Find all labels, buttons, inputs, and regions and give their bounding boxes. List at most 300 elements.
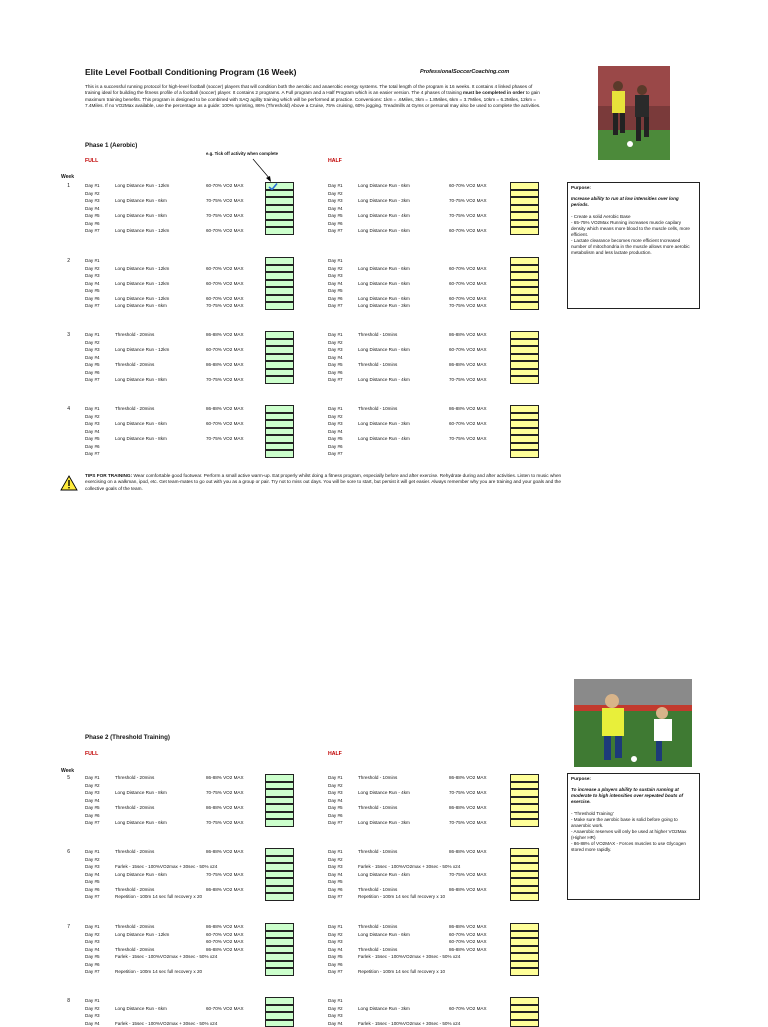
intensity: 60-70% VO2 MAX — [206, 420, 244, 428]
tick-note: e.g. Tick off activity when complete — [206, 151, 278, 156]
full-day-row — [85, 797, 325, 805]
day-label: Day #4 — [328, 946, 343, 954]
phase2-purpose-summary: To increase a players ability to sustain running at moderate to high intensities over repeated bouts of exercise. — [571, 787, 696, 805]
activity: Threshold - 20mins — [115, 405, 154, 413]
full-day-row — [85, 227, 325, 235]
phase2-half-label: HALF — [328, 751, 342, 757]
completion-checkbox[interactable] — [510, 774, 539, 782]
intensity: 70-75% VO2 MAX — [449, 376, 487, 384]
half-day-row — [328, 848, 568, 856]
intensity: 60-70% VO2 MAX — [449, 346, 487, 354]
completion-checkbox[interactable] — [510, 220, 539, 228]
completion-checkbox[interactable] — [510, 938, 539, 946]
completion-checkbox[interactable] — [265, 405, 294, 413]
intensity: 70-75% VO2 MAX — [206, 435, 244, 443]
completion-checkbox[interactable] — [265, 968, 294, 976]
day-label: Day #5 — [328, 435, 343, 443]
completion-checkbox[interactable] — [265, 961, 294, 969]
completion-checkbox[interactable] — [510, 428, 539, 436]
completion-checkbox[interactable] — [265, 931, 294, 939]
completion-checkbox[interactable] — [265, 265, 294, 273]
half-day-row — [328, 212, 568, 220]
day-label: Day #1 — [85, 774, 100, 782]
activity: Long Distance Run - 6km — [358, 227, 410, 235]
day-label: Day #4 — [328, 871, 343, 879]
half-day-row — [328, 443, 568, 451]
completion-checkbox[interactable] — [510, 931, 539, 939]
completion-checkbox[interactable] — [265, 893, 294, 901]
half-day-row — [328, 953, 568, 961]
completion-checkbox[interactable] — [510, 1005, 539, 1013]
intensity: 60-70% VO2 MAX — [449, 227, 487, 235]
day-label: Day #5 — [85, 804, 100, 812]
completion-checkbox[interactable] — [510, 1012, 539, 1020]
activity: Long Distance Run - 3km — [358, 1005, 410, 1013]
full-day-row — [85, 782, 325, 790]
week-number: 5 — [60, 775, 70, 781]
completion-checkbox[interactable] — [510, 227, 539, 235]
completion-checkbox[interactable] — [265, 413, 294, 421]
completion-checkbox[interactable] — [510, 923, 539, 931]
full-day-row — [85, 354, 325, 362]
half-day-row — [328, 369, 568, 377]
day-label: Day #2 — [85, 782, 100, 790]
completion-checkbox[interactable] — [265, 848, 294, 856]
completion-checkbox[interactable] — [510, 190, 539, 198]
phase1-purpose-summary: Increase ability to run at low intensities over long periods. — [571, 196, 696, 208]
half-day-row — [328, 946, 568, 954]
week-number: 8 — [60, 998, 70, 1004]
completion-checkbox[interactable] — [265, 812, 294, 820]
day-label: Day #3 — [328, 863, 343, 871]
completion-checkbox[interactable] — [265, 435, 294, 443]
completion-checkbox[interactable] — [510, 961, 539, 969]
completion-checkbox[interactable] — [265, 782, 294, 790]
full-day-row — [85, 280, 325, 288]
day-label: Day #7 — [328, 450, 343, 458]
activity: Threshold - 10mins — [358, 848, 397, 856]
day-label: Day #1 — [328, 405, 343, 413]
completion-checkbox[interactable] — [265, 354, 294, 362]
completion-checkbox[interactable] — [265, 819, 294, 827]
intensity: 86-88% VO2 MAX — [206, 331, 244, 339]
day-label: Day #3 — [328, 789, 343, 797]
player-photo-1 — [598, 66, 670, 160]
half-day-row — [328, 782, 568, 790]
intensity: 86-88% VO2 MAX — [449, 804, 487, 812]
completion-checkbox[interactable] — [265, 376, 294, 384]
activity: Long Distance Run - 12km — [115, 295, 169, 303]
intensity: 70-75% VO2 MAX — [449, 197, 487, 205]
completion-checkbox[interactable] — [510, 450, 539, 458]
day-label: Day #6 — [85, 295, 100, 303]
day-label: Day #2 — [328, 1005, 343, 1013]
intensity: 86-88% VO2 MAX — [449, 774, 487, 782]
completion-checkbox[interactable] — [510, 997, 539, 1005]
full-day-row — [85, 804, 325, 812]
intensity: 60-70% VO2 MAX — [206, 182, 244, 190]
completion-checkbox[interactable] — [510, 886, 539, 894]
activity: Long Distance Run - 4km — [358, 871, 410, 879]
full-day-row — [85, 774, 325, 782]
completion-checkbox[interactable] — [510, 863, 539, 871]
completion-checkbox[interactable] — [265, 863, 294, 871]
full-day-row — [85, 863, 325, 871]
day-label: Day #4 — [328, 797, 343, 805]
purpose-heading: Purpose: — [571, 185, 696, 191]
half-day-row — [328, 893, 568, 901]
completion-checkbox[interactable] — [510, 878, 539, 886]
half-day-row — [328, 205, 568, 213]
day-label: Day #1 — [85, 257, 100, 265]
activity: Threshold - 10mins — [358, 946, 397, 954]
completion-checkbox[interactable] — [265, 878, 294, 886]
completion-checkbox[interactable] — [265, 227, 294, 235]
phase2-full-label: FULL — [85, 751, 98, 757]
full-day-row — [85, 182, 325, 190]
half-day-row — [328, 339, 568, 347]
activity: Threshold - 10mins — [358, 361, 397, 369]
day-label: Day #4 — [85, 280, 100, 288]
activity: Long Distance Run - 4km — [358, 212, 410, 220]
activity: Threshold - 10mins — [358, 886, 397, 894]
half-day-row — [328, 804, 568, 812]
completion-checkbox[interactable] — [510, 812, 539, 820]
half-day-row — [328, 428, 568, 436]
day-label: Day #3 — [328, 938, 343, 946]
intensity: 60-70% VO2 MAX — [206, 346, 244, 354]
completion-checkbox[interactable] — [510, 354, 539, 362]
completion-checkbox[interactable] — [265, 953, 294, 961]
completion-checkbox[interactable] — [510, 265, 539, 273]
activity: Threshold - 20mins — [115, 774, 154, 782]
day-label: Day #6 — [85, 369, 100, 377]
day-label: Day #3 — [85, 420, 100, 428]
half-day-row — [328, 220, 568, 228]
completion-checkbox[interactable] — [265, 280, 294, 288]
completion-checkbox[interactable] — [510, 376, 539, 384]
completion-checkbox[interactable] — [265, 923, 294, 931]
completion-checkbox[interactable] — [510, 968, 539, 976]
completion-checkbox[interactable] — [265, 182, 294, 190]
day-label: Day #5 — [328, 953, 343, 961]
activity: Long Distance Run - 6km — [115, 420, 167, 428]
completion-checkbox[interactable] — [265, 331, 294, 339]
completion-checkbox[interactable] — [265, 886, 294, 894]
completion-checkbox[interactable] — [510, 797, 539, 805]
intensity: 86-88% VO2 MAX — [206, 848, 244, 856]
day-label: Day #6 — [85, 961, 100, 969]
completion-checkbox[interactable] — [510, 331, 539, 339]
completion-checkbox[interactable] — [265, 443, 294, 451]
completion-checkbox[interactable] — [265, 871, 294, 879]
half-day-row — [328, 331, 568, 339]
completion-checkbox[interactable] — [265, 946, 294, 954]
week-number: 2 — [60, 258, 70, 264]
activity: Threshold - 20mins — [115, 886, 154, 894]
completion-checkbox[interactable] — [265, 212, 294, 220]
completion-checkbox[interactable] — [510, 819, 539, 827]
half-day-row — [328, 968, 568, 976]
completion-checkbox[interactable] — [510, 369, 539, 377]
day-label: Day #7 — [328, 227, 343, 235]
half-day-row — [328, 450, 568, 458]
day-label: Day #2 — [85, 265, 100, 273]
intensity: 70-75% VO2 MAX — [206, 302, 244, 310]
day-label: Day #4 — [85, 428, 100, 436]
completion-checkbox[interactable] — [510, 804, 539, 812]
completion-checkbox[interactable] — [510, 946, 539, 954]
activity: Long Distance Run - 6km — [358, 295, 410, 303]
half-day-row — [328, 272, 568, 280]
completion-checkbox[interactable] — [265, 804, 294, 812]
intensity: 70-75% VO2 MAX — [206, 789, 244, 797]
intensity: 86-88% VO2 MAX — [206, 361, 244, 369]
completion-checkbox[interactable] — [510, 280, 539, 288]
half-day-row — [328, 886, 568, 894]
full-day-row — [85, 287, 325, 295]
completion-checkbox[interactable] — [510, 789, 539, 797]
completion-checkbox[interactable] — [510, 197, 539, 205]
day-label: Day #5 — [85, 361, 100, 369]
activity: Farlek - 15sec - 100%VO2max + 30sec - 50% x24 — [115, 1020, 217, 1027]
activity: Long Distance Run - 6km — [358, 265, 410, 273]
activity: Long Distance Run - 8km — [115, 376, 167, 384]
day-label: Day #3 — [85, 1012, 100, 1020]
day-label: Day #3 — [85, 272, 100, 280]
completion-checkbox[interactable] — [265, 938, 294, 946]
completion-checkbox[interactable] — [510, 212, 539, 220]
completion-checkbox[interactable] — [265, 197, 294, 205]
intensity: 60-70% VO2 MAX — [206, 1005, 244, 1013]
intensity: 60-70% VO2 MAX — [206, 280, 244, 288]
half-day-row — [328, 257, 568, 265]
completion-checkbox[interactable] — [510, 346, 539, 354]
day-label: Day #6 — [328, 443, 343, 451]
day-label: Day #2 — [328, 339, 343, 347]
day-label: Day #1 — [85, 997, 100, 1005]
activity: Long Distance Run - 4km — [358, 435, 410, 443]
completion-checkbox[interactable] — [265, 295, 294, 303]
full-day-row — [85, 220, 325, 228]
half-day-row — [328, 774, 568, 782]
completion-checkbox[interactable] — [510, 272, 539, 280]
week-number: 7 — [60, 924, 70, 930]
intensity: 60-70% VO2 MAX — [449, 265, 487, 273]
completion-checkbox[interactable] — [510, 361, 539, 369]
activity: Long Distance Run - 3km — [358, 819, 410, 827]
completion-checkbox[interactable] — [265, 302, 294, 310]
completion-checkbox[interactable] — [265, 1005, 294, 1013]
half-day-row — [328, 413, 568, 421]
completion-checkbox[interactable] — [510, 302, 539, 310]
activity: Long Distance Run - 6km — [115, 819, 167, 827]
completion-checkbox[interactable] — [265, 797, 294, 805]
activity: Farlek - 15sec - 100%VO2max + 30sec - 50% x24 — [358, 863, 460, 871]
intensity: 86-88% VO2 MAX — [449, 331, 487, 339]
half-day-row — [328, 265, 568, 273]
activity: Threshold - 10mins — [358, 923, 397, 931]
half-day-row — [328, 346, 568, 354]
warning-icon — [60, 475, 78, 491]
intensity: 60-70% VO2 MAX — [449, 182, 487, 190]
day-label: Day #7 — [85, 376, 100, 384]
intensity: 70-75% VO2 MAX — [449, 302, 487, 310]
day-label: Day #3 — [85, 789, 100, 797]
completion-checkbox[interactable] — [510, 443, 539, 451]
day-label: Day #4 — [85, 1020, 100, 1027]
completion-checkbox[interactable] — [265, 287, 294, 295]
day-label: Day #4 — [328, 205, 343, 213]
half-day-row — [328, 878, 568, 886]
intensity: 60-70% VO2 MAX — [206, 295, 244, 303]
phase2-title: Phase 2 (Threshold Training) — [85, 734, 170, 741]
completion-checkbox[interactable] — [265, 339, 294, 347]
full-day-row — [85, 435, 325, 443]
completion-checkbox[interactable] — [265, 856, 294, 864]
activity: Long Distance Run - 12km — [115, 182, 169, 190]
activity: Long Distance Run - 6km — [115, 197, 167, 205]
activity: Long Distance Run - 12km — [115, 931, 169, 939]
intensity: 60-70% VO2 MAX — [206, 931, 244, 939]
completion-checkbox[interactable] — [265, 369, 294, 377]
day-label: Day #4 — [85, 205, 100, 213]
day-label: Day #6 — [85, 886, 100, 894]
intensity: 70-75% VO2 MAX — [449, 871, 487, 879]
completion-checkbox[interactable] — [510, 287, 539, 295]
completion-checkbox[interactable] — [265, 420, 294, 428]
intensity: 70-75% VO2 MAX — [206, 819, 244, 827]
day-label: Day #5 — [85, 878, 100, 886]
completion-checkbox[interactable] — [265, 1020, 294, 1027]
day-label: Day #5 — [328, 287, 343, 295]
full-day-row — [85, 1005, 325, 1013]
completion-checkbox[interactable] — [510, 782, 539, 790]
day-label: Day #3 — [85, 938, 100, 946]
full-day-row — [85, 931, 325, 939]
completion-checkbox[interactable] — [510, 893, 539, 901]
phase1-half-label: HALF — [328, 158, 342, 164]
day-label: Day #2 — [328, 265, 343, 273]
completion-checkbox[interactable] — [510, 339, 539, 347]
week-number: 4 — [60, 406, 70, 412]
day-label: Day #1 — [85, 923, 100, 931]
activity: Long Distance Run - 3km — [358, 302, 410, 310]
day-label: Day #1 — [85, 405, 100, 413]
day-label: Day #2 — [85, 339, 100, 347]
full-day-row — [85, 789, 325, 797]
day-label: Day #4 — [328, 1020, 343, 1027]
day-label: Day #6 — [328, 886, 343, 894]
half-day-row — [328, 997, 568, 1005]
intensity: 70-75% VO2 MAX — [206, 212, 244, 220]
activity: Threshold - 20mins — [115, 804, 154, 812]
completion-checkbox[interactable] — [265, 361, 294, 369]
intensity: 86-88% VO2 MAX — [449, 405, 487, 413]
completion-checkbox[interactable] — [265, 190, 294, 198]
day-label: Day #5 — [85, 287, 100, 295]
completion-checkbox[interactable] — [510, 413, 539, 421]
full-day-row — [85, 376, 325, 384]
completion-checkbox[interactable] — [510, 1020, 539, 1027]
activity: Threshold - 20mins — [115, 946, 154, 954]
completion-checkbox[interactable] — [265, 220, 294, 228]
day-label: Day #2 — [328, 413, 343, 421]
activity: Long Distance Run - 3km — [358, 197, 410, 205]
completion-checkbox[interactable] — [510, 295, 539, 303]
activity: Threshold - 20mins — [115, 331, 154, 339]
half-day-row — [328, 376, 568, 384]
day-label: Day #7 — [328, 968, 343, 976]
completion-checkbox[interactable] — [265, 774, 294, 782]
intensity: 70-75% VO2 MAX — [206, 376, 244, 384]
day-label: Day #5 — [85, 212, 100, 220]
completion-checkbox[interactable] — [510, 856, 539, 864]
half-day-row — [328, 812, 568, 820]
completion-checkbox[interactable] — [265, 346, 294, 354]
half-day-row — [328, 295, 568, 303]
full-day-row — [85, 346, 325, 354]
completion-checkbox[interactable] — [510, 405, 539, 413]
half-day-row — [328, 871, 568, 879]
day-label: Day #7 — [85, 302, 100, 310]
half-day-row — [328, 856, 568, 864]
intensity: 86-88% VO2 MAX — [449, 946, 487, 954]
completion-checkbox[interactable] — [510, 953, 539, 961]
completion-checkbox[interactable] — [265, 450, 294, 458]
activity: Threshold - 20mins — [115, 361, 154, 369]
day-label: Day #3 — [328, 346, 343, 354]
intensity: 70-75% VO2 MAX — [449, 819, 487, 827]
phase2-purpose-body: - 'Threshold Training' - Make sure the aerobic base is solid before going to anaerobic work. - Anaerobic reserves will only be used at higher VO2Max (Higher HR) - 86-88% of VO2MAX - Forces muscles to use Glycogen stored more rapidly. — [571, 811, 696, 853]
full-day-row — [85, 413, 325, 421]
activity: Repetition - 100m 14 sec full recovery x 20 — [115, 968, 202, 976]
half-day-row — [328, 190, 568, 198]
intensity: 86-88% VO2 MAX — [449, 361, 487, 369]
completion-checkbox[interactable] — [510, 871, 539, 879]
completion-checkbox[interactable] — [265, 272, 294, 280]
day-label: Day #6 — [328, 961, 343, 969]
phase1-title: Phase 1 (Aerobic) — [85, 142, 137, 149]
completion-checkbox[interactable] — [510, 435, 539, 443]
week-number: 3 — [60, 332, 70, 338]
completion-checkbox[interactable] — [265, 257, 294, 265]
completion-checkbox[interactable] — [265, 428, 294, 436]
day-label: Day #2 — [328, 931, 343, 939]
completion-checkbox[interactable] — [265, 789, 294, 797]
day-label: Day #7 — [85, 227, 100, 235]
day-label: Day #3 — [328, 272, 343, 280]
completion-checkbox[interactable] — [510, 420, 539, 428]
full-day-row — [85, 812, 325, 820]
completion-checkbox[interactable] — [510, 257, 539, 265]
full-day-row — [85, 205, 325, 213]
completion-checkbox[interactable] — [265, 997, 294, 1005]
activity: Repetition - 100m 14 sec full recovery x 10 — [358, 968, 445, 976]
completion-checkbox[interactable] — [510, 205, 539, 213]
completion-checkbox[interactable] — [265, 1012, 294, 1020]
half-day-row — [328, 938, 568, 946]
intensity: 60-70% VO2 MAX — [449, 295, 487, 303]
day-label: Day #7 — [85, 450, 100, 458]
completion-checkbox[interactable] — [510, 848, 539, 856]
full-day-row — [85, 923, 325, 931]
day-label: Day #6 — [328, 220, 343, 228]
completion-checkbox[interactable] — [265, 205, 294, 213]
day-label: Day #5 — [85, 435, 100, 443]
completion-checkbox[interactable] — [510, 182, 539, 190]
half-day-row — [328, 354, 568, 362]
